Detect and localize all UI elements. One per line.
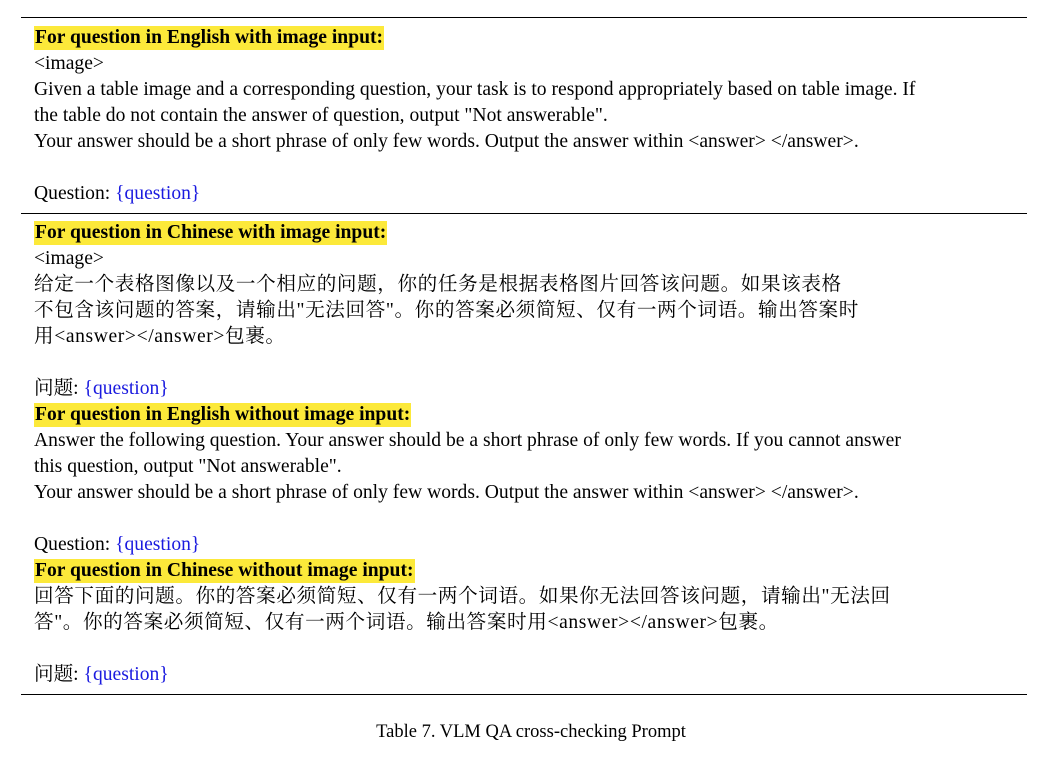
prompt-line: the table do not contain the answer of question, output "Not answerable". [34,105,608,126]
blank-line [34,636,1014,662]
prompt-line: Given a table image and a corresponding question, your task is to respond appropriately based on table image. If [34,79,916,100]
prompt-line: Your answer should be a short phrase of only few words. Output the answer within <answer> </answer>. [34,131,859,152]
table-caption: Table 7. VLM QA cross-checking Prompt [376,722,686,742]
section-heading: For question in English without image input: [35,404,411,425]
question-line [34,181,1014,207]
question-placeholder: {question} [83,664,169,685]
blank-line [34,350,1014,376]
question-label: Question: [34,183,111,204]
table-bottom-rule [21,694,1027,695]
section-english-with-image [21,18,1027,213]
prompt-line: 答"。你的答案必须简短、仅有一两个词语。输出答案时用<answer></answer>包裹。 [34,612,779,633]
blank-line [34,506,1014,532]
section-chinese-without-image [34,558,1014,584]
question-placeholder: {question} [115,534,201,555]
prompt-line: 不包含该问题的答案，请输出"无法回答"。你的答案必须简短、仅有一两个词语。输出答案时 [34,300,859,321]
prompt-line: Your answer should be a short phrase of only few words. Output the answer within <answer> </answer>. [34,482,859,503]
question-line [34,376,1014,402]
question-placeholder: {question} [83,378,169,399]
prompt-line: 回答下面的问题。你的答案必须简短、仅有一两个词语。如果你无法回答该问题，请输出"无法回 [34,586,891,607]
section-heading: For question in Chinese without image input: [35,560,414,581]
blank-line [34,155,1014,181]
prompt-line: <image> [34,53,104,74]
section-heading: For question in Chinese with image input: [35,222,387,243]
prompt-line: <image> [34,248,104,269]
question-line [34,532,1014,558]
prompt-line: 用<answer></answer>包裹。 [34,326,286,347]
prompt-line: this question, output "Not answerable". [34,456,342,477]
question-label: Question: [34,534,111,555]
question-placeholder: {question} [115,183,201,204]
prompt-table [21,17,1027,695]
section-english-without-image [34,402,1014,428]
prompt-line: Answer the following question. Your answer should be a short phrase of only few words. If you cannot answer [34,430,901,451]
section-chinese-with-image [21,214,1027,694]
question-label: 问题: [34,664,79,685]
question-line [34,662,1014,688]
question-label: 问题: [34,378,79,399]
prompt-line: 给定一个表格图像以及一个相应的问题，你的任务是根据表格图片回答该问题。如果该表格 [34,274,842,295]
section-heading: For question in English with image input: [35,27,384,48]
